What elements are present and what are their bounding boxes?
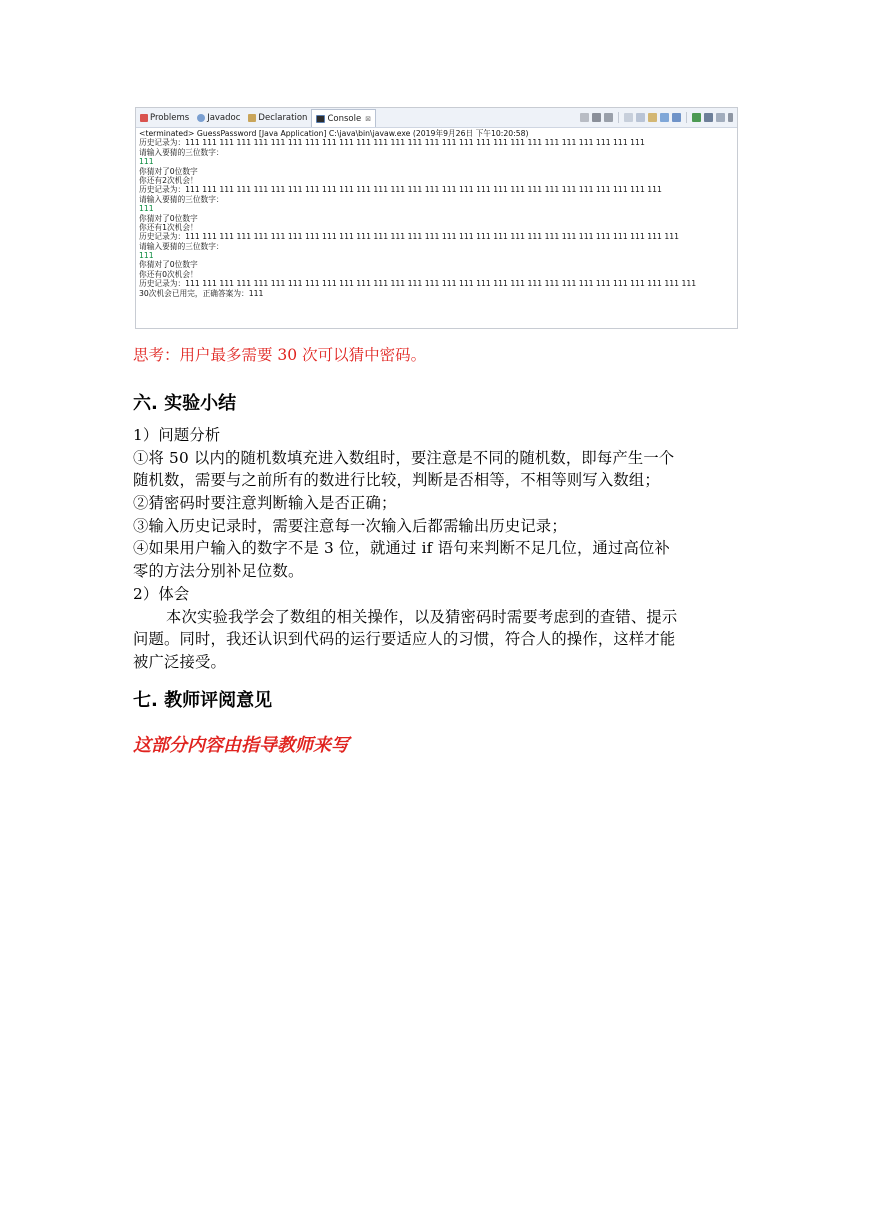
paragraph-line: 本次实验我学会了数组的相关操作，以及猜密码时需要考虑到的查错、提示 [166, 607, 678, 626]
close-icon[interactable]: ⊠ [365, 114, 372, 123]
console-icon [316, 115, 325, 123]
paragraph-line: 零的方法分别补足位数。 [133, 562, 304, 581]
toolbar-divider [618, 112, 619, 123]
tab-problems[interactable] [136, 108, 193, 127]
console-line: 历史记录为：111 111 111 111 111 111 111 111 111 111 111 111 111 111 111 111 111 111 111 111 111 111 111 111 111 111 111 111 111 111 [139, 279, 697, 289]
console-line: <terminated> GuessPassword [Java Application] C:\java\bin\javaw.exe (2019年9月26日 下午10:20:58) [139, 129, 529, 138]
section-6-body [133, 424, 739, 674]
console-line: 你猜对了0位数字 [139, 260, 198, 270]
paragraph-line: 问题。同时，我还认识到代码的运行要适应人的习惯，符合人的操作，这样才能 [133, 630, 676, 649]
think-note: 思考：用户最多需要 30 次可以猜中密码。 [133, 346, 427, 364]
javadoc-icon [197, 114, 205, 122]
paragraph-line: ④如果用户输入的数字不是 3 位，就通过 if 语句来判断不足几位，通过高位补 [133, 539, 671, 558]
paragraph-line: ③输入历史记录时，需要注意每一次输入后都需输出历史记录； [133, 516, 567, 535]
console-line: 111 [139, 251, 154, 261]
tab-label: Declaration [258, 112, 308, 123]
word-wrap-icon[interactable] [648, 113, 657, 122]
open-console-icon[interactable] [716, 113, 725, 122]
pin-console-icon[interactable] [692, 113, 701, 122]
paragraph-line: 随机数，需要与之前所有的数进行比较，判断是否相等，不相等则写入数组； [133, 471, 660, 490]
tab-javadoc[interactable] [193, 108, 244, 127]
console-line: 历史记录为：111 111 111 111 111 111 111 111 111 111 111 111 111 111 111 111 111 111 111 111 111 111 111 111 111 111 111 111 111 [139, 232, 680, 242]
paragraph-line: ②猜密码时要注意判断输入是否正确； [133, 494, 397, 513]
console-line: 111 [139, 204, 154, 214]
console-line: 111 [139, 157, 154, 167]
declaration-icon [248, 114, 256, 122]
display-console-icon[interactable] [704, 113, 713, 122]
paragraph-line: 2）体会 [133, 584, 190, 603]
remove-launch-icon[interactable] [592, 113, 601, 122]
paragraph-line: 被广泛接受。 [133, 652, 226, 671]
view-menu-icon[interactable] [728, 113, 733, 122]
teacher-note: 这部分内容由指导教师来写 [133, 735, 349, 756]
remove-all-icon[interactable] [604, 113, 613, 122]
paragraph-line: 1）问题分析 [133, 426, 221, 444]
toolbar-divider [686, 112, 687, 123]
section-7-heading: 七. 教师评阅意见 [133, 690, 273, 711]
console-line: 请输入要猜的三位数字： [139, 147, 224, 157]
console-toolbar [580, 108, 737, 127]
section-6-heading: 六. 实验小结 [133, 393, 237, 414]
console-line: 请输入要猜的三位数字： [139, 241, 224, 251]
console-line: 历史记录为：111 111 111 111 111 111 111 111 111 111 111 111 111 111 111 111 111 111 111 111 111 111 111 111 111 111 111 111 [139, 185, 662, 195]
console-line: 你还有0次机会！ [139, 269, 198, 279]
tab-label: Javadoc [207, 112, 241, 123]
view-tab-bar [136, 108, 737, 128]
console-line: 30次机会已用完，正确答案为：111 [139, 288, 264, 298]
console-line: 你还有2次机会！ [139, 175, 198, 185]
show-on-error-icon[interactable] [672, 113, 681, 122]
console-screenshot [135, 107, 738, 329]
console-line: 你猜对了0位数字 [139, 213, 198, 223]
tab-declaration[interactable] [244, 108, 311, 127]
show-on-output-icon[interactable] [660, 113, 669, 122]
console-output [136, 128, 737, 299]
tab-console[interactable] [311, 109, 376, 127]
console-line: 请输入要猜的三位数字： [139, 194, 224, 204]
console-line: 你还有1次机会！ [139, 222, 198, 232]
clear-console-icon[interactable] [624, 113, 633, 122]
scroll-lock-icon[interactable] [636, 113, 645, 122]
console-line: 你猜对了0位数字 [139, 166, 198, 176]
paragraph-line: ①将 50 以内的随机数填充进入数组时，要注意是不同的随机数，即每产生一个 [133, 448, 675, 467]
tab-label: Console [327, 113, 362, 124]
tab-label: Problems [150, 112, 190, 123]
terminate-icon[interactable] [580, 113, 589, 122]
problems-icon [140, 114, 148, 122]
console-line: 历史记录为：111 111 111 111 111 111 111 111 111 111 111 111 111 111 111 111 111 111 111 111 111 111 111 111 111 111 111 [139, 138, 645, 148]
